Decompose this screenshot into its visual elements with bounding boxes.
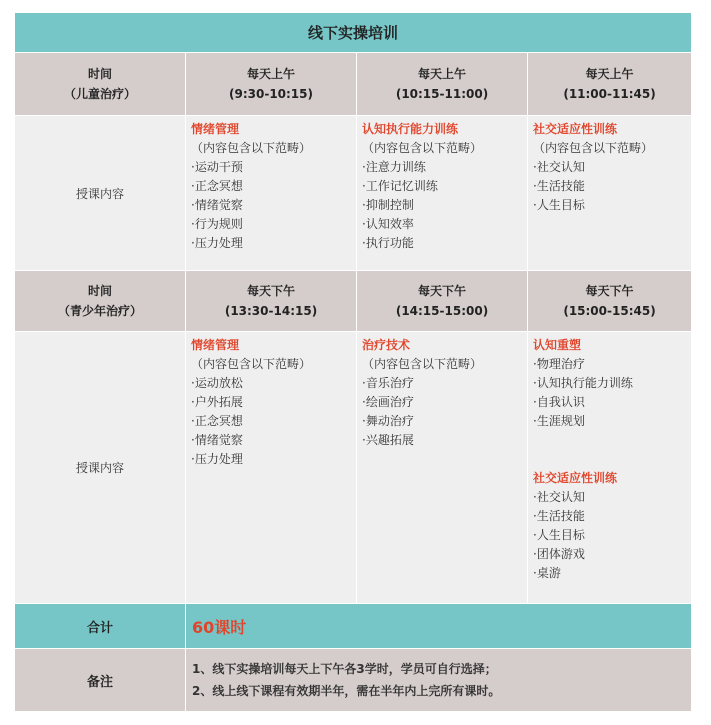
list-item: ·生涯规划 <box>533 414 585 428</box>
time-label: 时间 <box>87 284 112 298</box>
list-item: ·户外拓展 <box>191 395 243 409</box>
list-item: ·生活技能 <box>533 509 585 523</box>
remark-line: 2、线上线下课程有效期半年，需在半年内上完所有课时。 <box>192 684 501 698</box>
slot-period: 每天下午 <box>585 284 634 298</box>
remark-line: 1、线下实操培训每天上下午各3学时，学员可自行选择； <box>192 662 497 676</box>
list-item: ·舞动治疗 <box>362 414 414 428</box>
category-note: （内容包含以下范畴） <box>191 141 312 155</box>
list-item: ·抑制控制 <box>362 198 414 212</box>
list-item: ·认知执行能力训练 <box>533 376 633 390</box>
list-item: ·认知效率 <box>362 217 414 231</box>
category-note: （内容包含以下范畴） <box>191 357 312 371</box>
slot-time: (10:15-11:00) <box>395 87 489 101</box>
category-title: 情绪管理 <box>191 338 240 352</box>
content-cell <box>528 332 692 604</box>
title-row <box>15 13 692 53</box>
slot-header <box>186 271 357 332</box>
list-item: ·物理治疗 <box>533 357 585 371</box>
list-item: ·团体游戏 <box>533 547 585 561</box>
remarks-row <box>15 649 692 712</box>
remarks-label: 备注 <box>15 649 186 712</box>
children-content-row <box>15 116 692 271</box>
slot-time: (14:15-15:00) <box>395 304 489 318</box>
slot-time: (9:30-10:15) <box>229 87 313 101</box>
list-item: ·绘画治疗 <box>362 395 414 409</box>
total-value: 60课时 <box>186 604 692 649</box>
list-item: ·运动放松 <box>191 376 243 390</box>
content-cell <box>186 116 357 271</box>
category-note: （内容包含以下范畴） <box>362 357 483 371</box>
list-item: ·社交认知 <box>533 490 585 504</box>
list-item: ·情绪觉察 <box>191 433 243 447</box>
total-label: 合计 <box>15 604 186 649</box>
list-item: ·社交认知 <box>533 160 585 174</box>
slot-period: 每天上午 <box>585 67 634 81</box>
list-item: ·工作记忆训练 <box>362 179 438 193</box>
list-item: ·正念冥想 <box>191 414 243 428</box>
slot-time: (15:00-15:45) <box>563 304 656 318</box>
category-title: 情绪管理 <box>191 122 240 136</box>
list-item: ·注意力训练 <box>362 160 426 174</box>
list-item: ·行为规则 <box>191 217 243 231</box>
list-item: ·压力处理 <box>191 452 243 466</box>
list-item: ·运动干预 <box>191 160 243 174</box>
list-item: ·生活技能 <box>533 179 585 193</box>
list-item: ·兴趣拓展 <box>362 433 414 447</box>
slot-time: (13:30-14:15) <box>224 304 318 318</box>
slot-header <box>186 53 357 116</box>
category-title: 认知重塑 <box>533 338 582 352</box>
content-label: 授课内容 <box>15 332 186 604</box>
slot-period: 每天下午 <box>417 284 466 298</box>
slot-header <box>528 271 692 332</box>
list-item: ·压力处理 <box>191 236 243 250</box>
content-cell <box>186 332 357 604</box>
total-row <box>15 604 692 649</box>
group-label: （儿童治疗） <box>63 87 136 101</box>
schedule-table <box>14 12 692 712</box>
list-item: ·自我认识 <box>533 395 585 409</box>
slot-header <box>357 271 528 332</box>
remarks-text <box>186 649 692 712</box>
category-note: （内容包含以下范畴） <box>533 141 654 155</box>
list-item: ·情绪觉察 <box>191 198 243 212</box>
slot-header <box>528 53 692 116</box>
list-item: ·音乐治疗 <box>362 376 414 390</box>
slot-header <box>357 53 528 116</box>
teens-time-header <box>15 271 186 332</box>
children-header-row <box>15 53 692 116</box>
content-cell <box>357 116 528 271</box>
table-title: 线下实操培训 <box>15 13 692 53</box>
group-label: （青少年治疗） <box>57 304 142 318</box>
list-item: ·执行功能 <box>362 236 414 250</box>
slot-period: 每天下午 <box>246 284 295 298</box>
children-time-header <box>15 53 186 116</box>
content-cell <box>528 116 692 271</box>
list-item: ·桌游 <box>533 566 561 580</box>
category-note: （内容包含以下范畴） <box>362 141 483 155</box>
category-title: 治疗技术 <box>362 338 411 352</box>
slot-period: 每天上午 <box>417 67 466 81</box>
category-spacer <box>533 431 691 469</box>
category-title: 社交适应性训练 <box>533 122 618 136</box>
content-cell <box>357 332 528 604</box>
content-label: 授课内容 <box>15 116 186 271</box>
category-title: 社交适应性训练 <box>533 471 618 485</box>
slot-period: 每天上午 <box>246 67 295 81</box>
category-title: 认知执行能力训练 <box>362 122 459 136</box>
teens-content-row <box>15 332 692 604</box>
time-label: 时间 <box>87 67 112 81</box>
slot-time: (11:00-11:45) <box>563 87 656 101</box>
list-item: ·正念冥想 <box>191 179 243 193</box>
list-item: ·人生目标 <box>533 528 585 542</box>
list-item: ·人生目标 <box>533 198 585 212</box>
teens-header-row <box>15 271 692 332</box>
